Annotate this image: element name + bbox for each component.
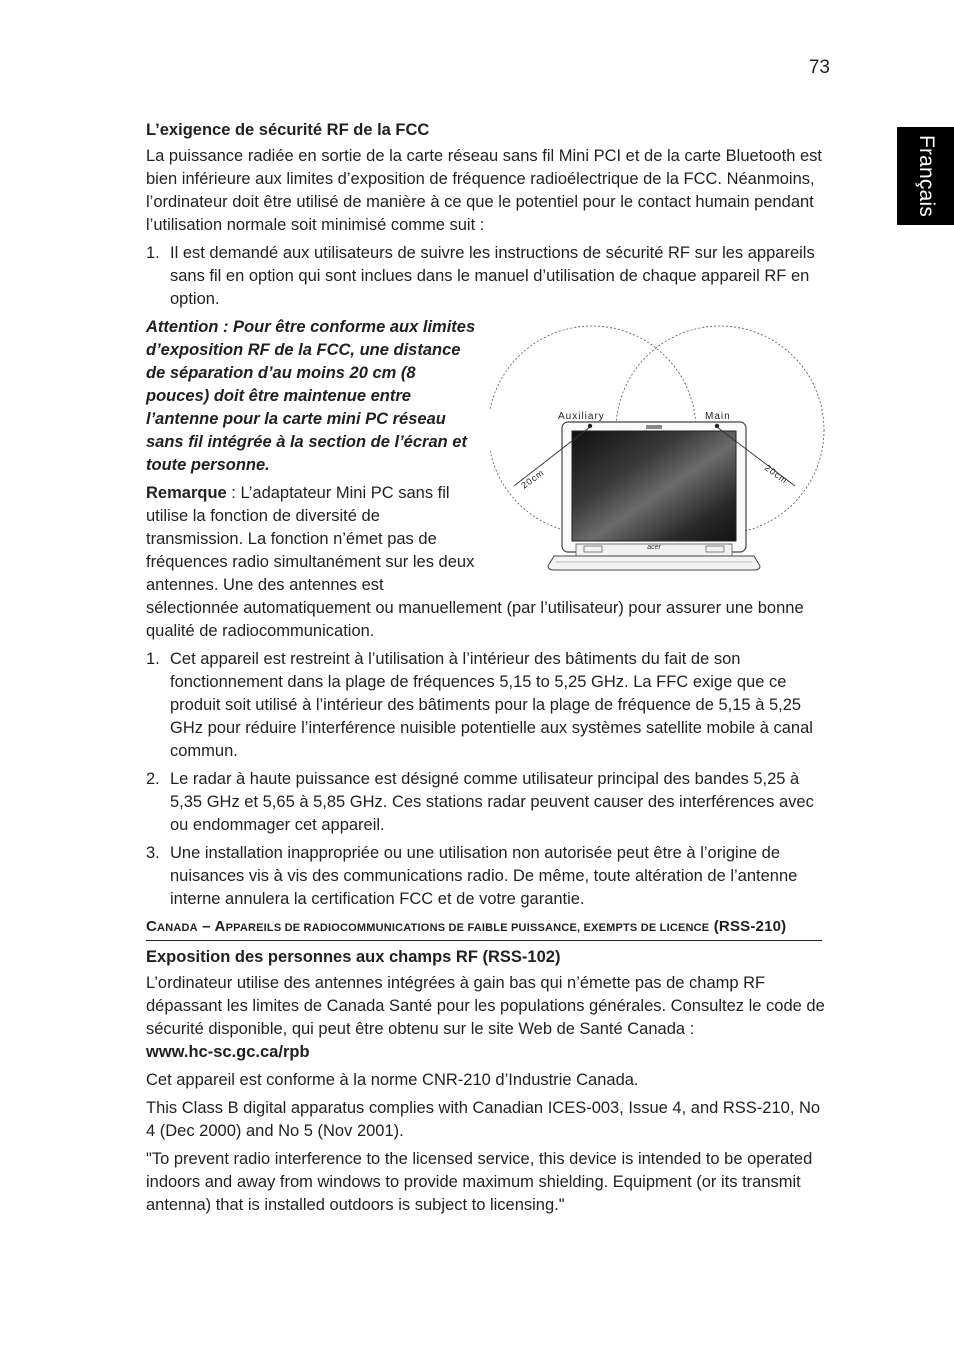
antenna-diagram (490, 318, 830, 580)
brand-logo: acer (647, 544, 661, 551)
webcam (646, 425, 662, 429)
main-distance-label: 20cm (762, 462, 790, 486)
heading-cap: A (214, 918, 226, 935)
list-item-text: Il est demandé aux utilisateurs de suivre les instructions de sécurité RF sur les appareils sans fil en option qui sont inclues dans le manuel d’utilisation de chaque appareil RF en option. (170, 244, 815, 308)
remarque-text: : L’adaptateur Mini PC sans fil utilise la fonction de diversité de transmission. La fonction n’émet pas de fréquences radio simultanément sur les deux antennes. Une des antennes est sélectionnée automatiquement ou manuellement (par l’utilisateur) pour assurer une bonne qualité de radiocommunication. (146, 484, 804, 640)
list-item-number: 1. (146, 244, 160, 262)
canada-para-3: This Class B digital apparatus complies with Canadian ICES-003, Issue 4, and RSS-210, No 4 (Dec 2000) and No 5 (Nov 2001). (146, 1099, 821, 1140)
list-item-text: Le radar à haute puissance est désigné comme utilisateur principal des bandes 5,25 à 5,35 GHz et 5,65 à 5,85 GHz. Ces stations radar peuvent causer des interférences avec ou endommager cet appareil. (170, 770, 814, 834)
aux-label: Auxiliary (558, 411, 605, 422)
canada-para-4: "To prevent radio interference to the licensed service, this device is intended to be operated indoors and away from windows to provide maximum shielding. Equipment (or its transmit antenna) that is installed outdoors is subject to licensing." (146, 1150, 813, 1214)
canada-section-heading (146, 916, 822, 941)
laptop-screen (572, 431, 736, 541)
rss102-subheading: Exposition des personnes aux champs RF (RSS-102) (146, 948, 561, 966)
list-item (146, 768, 830, 837)
heading-dash: – (197, 918, 215, 935)
page-number: 73 (808, 57, 830, 78)
list-item-text: Cet appareil est restreint à l’utilisation à l’intérieur des bâtiments du fait de son fonctionnement dans la plage de fréquences 5,15 to 5,25 GHz. La FFC exige que ce produit soit utilisé à l’intérieur des bâtiments pour la plage de fréquence de 5,15 à 5,25 GHz pour réduire l’interférence nuisible potentielle aux systèmes satellite mobile à canal commun. (170, 650, 813, 760)
heading-smallcaps: ANADA (157, 922, 198, 934)
list-item (146, 842, 830, 911)
list-item-number: 2. (146, 770, 160, 788)
language-tab-label: Français (914, 134, 938, 218)
aux-distance-label: 20cm (519, 467, 547, 491)
fcc-rf-intro: La puissance radiée en sortie de la carte réseau sans fil Mini PCI et de la carte Bluetooth est bien inférieure aux limites d’exposition de fréquence radioélectrique de la FCC. Néanmoins, l’ordinateur doit être utilisé de manière à ce que le potentiel pour le contact humain pendant l’utilisation normale soit minimisé comme suit : (146, 147, 822, 234)
laptop-base (548, 556, 760, 570)
attention-note: Attention : Pour être conforme aux limites d’exposition RF de la FCC, une distance de séparation d’au moins 20 cm (8 pouces) doit être maintenue entre l’antenne pour la carte mini PC réseau sans fil intégrée à la section de l’écran et toute personne. (146, 318, 476, 474)
antenna-diagram-svg (490, 318, 830, 580)
frequency-list (146, 648, 830, 911)
heading-cap: C (146, 918, 158, 935)
list-item-number: 3. (146, 844, 160, 862)
canada-para-2: Cet appareil est conforme à la norme CNR-210 d’Industrie Canada. (146, 1071, 639, 1089)
heading-rss: (RSS-210) (709, 918, 787, 935)
fcc-rf-heading: L’exigence de sécurité RF de la FCC (146, 121, 430, 139)
list-item (146, 242, 830, 311)
fcc-rf-list (146, 242, 830, 311)
list-item (146, 648, 830, 763)
health-canada-url: www.hc-sc.gc.ca/rpb (146, 1043, 310, 1061)
canada-para-1: L’ordinateur utilise des antennes intégrées à gain bas qui n’émette pas de champ RF dépassant les limites de Canada Santé pour les populations générales. Consultez le code de sécurité disponible, qui peut être obtenu sur le site Web de Santé Canada : (146, 974, 825, 1038)
language-tab (897, 127, 954, 225)
page-content (146, 120, 830, 1222)
list-item-text: Une installation inappropriée ou une utilisation non autorisée peut être à l’origine de nuisances vis à vis des communications radio. De même, toute altération de l’antenne interne annulera la certification FCC et de votre garantie. (170, 844, 798, 908)
remarque-label: Remarque (146, 484, 227, 502)
list-item-number: 1. (146, 650, 160, 668)
main-label: Main (705, 411, 731, 422)
heading-smallcaps: PPAREILS DE RADIOCOMMUNICATIONS DE FAIBLE PUISSANCE, EXEMPTS DE LICENCE (225, 922, 710, 934)
